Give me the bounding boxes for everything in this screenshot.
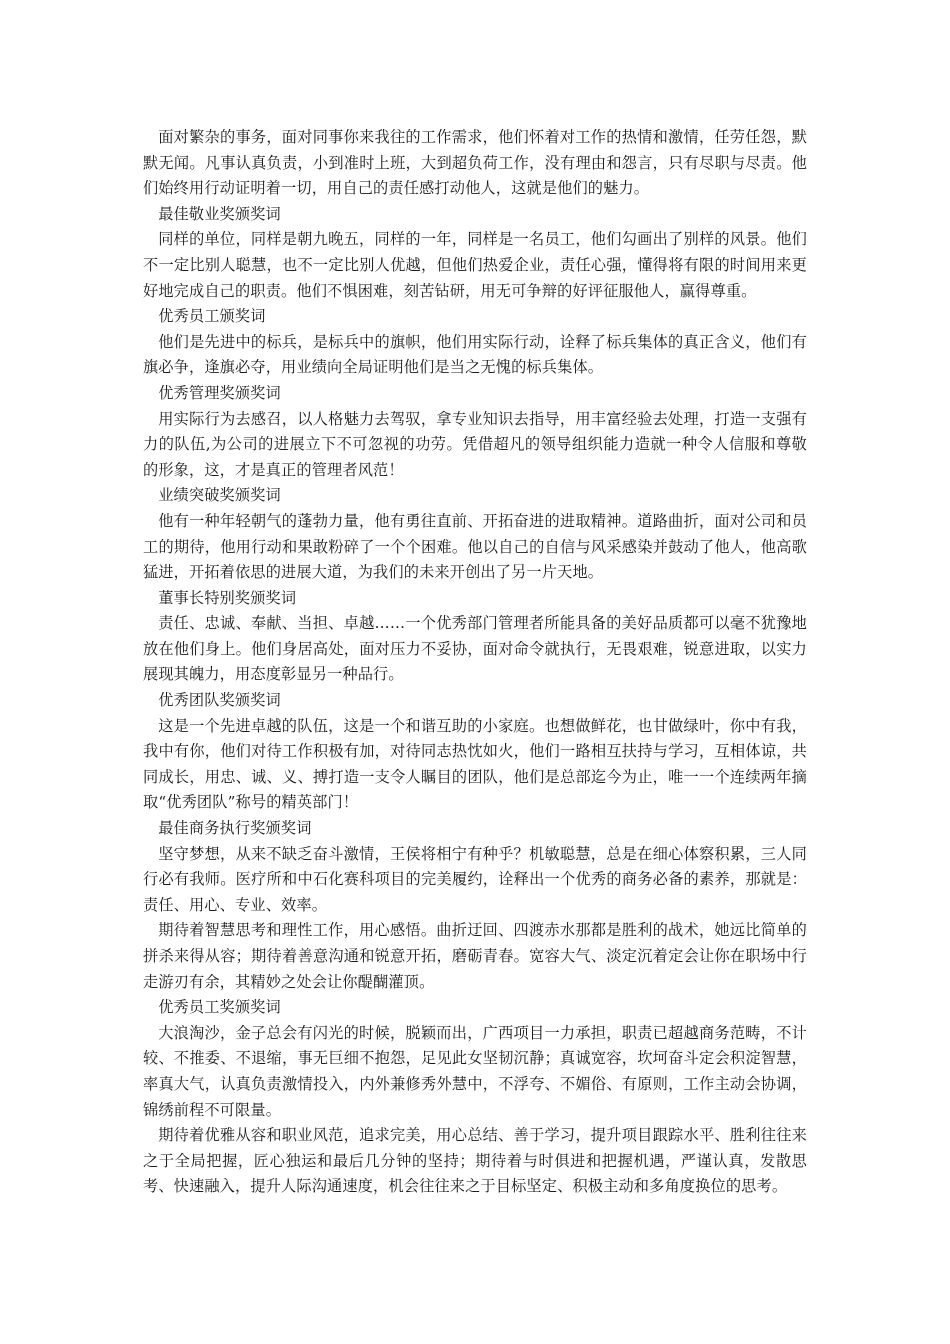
award-heading: 业绩突破奖颁奖词 <box>158 486 281 505</box>
award-heading: 优秀团队奖颁奖词 <box>158 691 281 710</box>
paragraph: 他们是先进中的标兵，是标兵中的旗帜，他们用实际行动，诠释了标兵集体的真正含义，他们有旗必争，逢旗必夺，用业绩向全局证明他们是当之无愧的标兵集体。 <box>143 332 807 377</box>
paragraph: 大浪淘沙，金子总会有闪光的时候，脱颖而出，广西项目一力承担，职责已超越商务范畴，不计较、不推委、不退缩，事无巨细不抱怨，足见此女坚韧沉静；真诚宽容，坎坷奋斗定会积淀智慧，率真大气，认真负责激情投入，内外兼修秀外慧中，不浮夸、不媚俗、有原则，工作主动会协调，锦绣前程不可限量。 <box>143 1023 807 1119</box>
paragraph: 同样的单位，同样是朝九晚五，同样的一年，同样是一名员工，他们勾画出了别样的风景。他们不一定比别人聪慧，也不一定比别人优越，但他们热爱企业，责任心强，懂得将有限的时间用来更好地完成自己的职责。他们不惧困难，刻苦钻研，用无可争辩的好评征服他人，赢得尊重。 <box>143 230 807 300</box>
document-body <box>143 125 807 1200</box>
paragraph: 责任、忠诚、奉献、当担、卓越……一个优秀部门管理者所能具备的美好品质都可以毫不犹豫地放在他们身上。他们身居高处，面对压力不妥协，面对命令就执行，无畏艰难，锐意进取，以实力展现其魄力，用态度彰显另一种品行。 <box>143 614 807 684</box>
paragraph: 坚守梦想，从来不缺乏奋斗激情，王侯将相宁有种乎？机敏聪慧，总是在细心体察积累，三人同行必有我师。医疗所和中石化赛科项目的完美履约，诠释出一个优秀的商务必备的素养，那就是：责任、用心、专业、效率。 <box>143 844 807 914</box>
award-heading: 优秀员工奖颁奖词 <box>158 998 281 1017</box>
paragraph: 用实际行为去感召，以人格魅力去驾驭，拿专业知识去指导，用丰富经验去处理，打造一支强有力的队伍,为公司的进展立下不可忽视的功劳。凭借超凡的领导组织能力造就一种令人信服和尊敬的形象，这，才是真正的管理者风范！ <box>143 409 807 479</box>
award-heading: 优秀员工颁奖词 <box>158 307 266 326</box>
award-heading: 优秀管理奖颁奖词 <box>158 383 281 402</box>
award-heading: 最佳敬业奖颁奖词 <box>158 204 281 223</box>
paragraph: 他有一种年轻朝气的蓬勃力量，他有勇往直前、开拓奋进的进取精神。道路曲折，面对公司和员工的期待，他用行动和果敢粉碎了一个个困难。他以自己的自信与风采感染并鼓动了他人，他高歌猛进，开拓着依思的进展大道，为我们的未来开创出了另一片天地。 <box>143 511 807 582</box>
paragraph: 期待着智慧思考和理性工作，用心感悟。曲折迂回、四渡赤水那都是胜利的战术，她远比简单的拼杀来得从容；期待着善意沟通和锐意开拓，磨砺青春。宽容大气、淡定沉着定会让你在职场中行走游刃有余，其精妙之处会让你醍醐灌顶。 <box>143 921 807 991</box>
paragraph: 面对繁杂的事务，面对同事你来我往的工作需求，他们怀着对工作的热情和激情，任劳任怨，默默无闻。凡事认真负责，小到准时上班，大到超负荷工作，没有理由和怨言，只有尽职与尽责。他们始终用行动证明着一切，用自己的责任感打动他人，这就是他们的魅力。 <box>143 128 807 198</box>
award-heading: 董事长特别奖颁奖词 <box>158 588 297 607</box>
award-heading: 最佳商务执行奖颁奖词 <box>158 819 312 838</box>
paragraph: 期待着优雅从容和职业风范，追求完美，用心总结、善于学习，提升项目跟踪水平、胜利往往来之于全局把握，匠心独运和最后几分钟的坚持；期待着与时俱进和把握机遇，严谨认真，发散思考、快速融入，提升人际沟通速度，机会往往来之于目标坚定、积极主动和多角度换位的思考。 <box>143 1126 807 1196</box>
paragraph: 这是一个先进卓越的队伍，这是一个和谐互助的小家庭。也想做鲜花，也甘做绿叶，你中有我，我中有你，他们对待工作积极有加，对待同志热忱如火，他们一路相互扶持与学习，互相体谅，共同成长，用忠、诚、义、搏打造一支令人瞩目的团队，他们是总部迄今为止，唯一一个连续两年摘取“优秀团队”称号的精英部门！ <box>143 716 807 812</box>
